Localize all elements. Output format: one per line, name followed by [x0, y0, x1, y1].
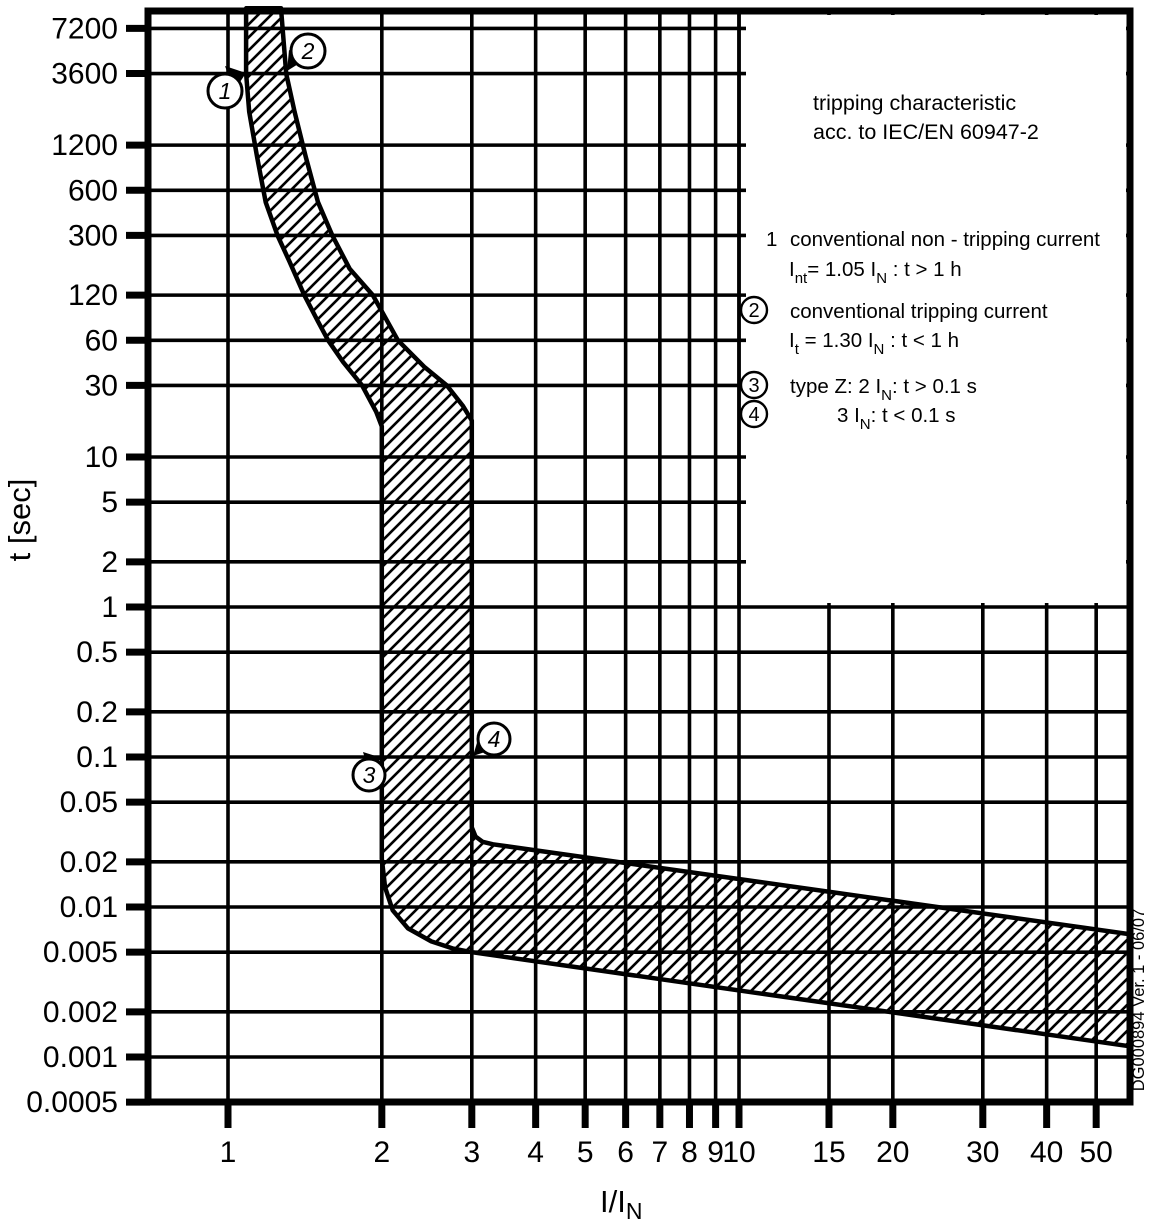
y-axis-title: t [sec]: [2, 478, 37, 562]
legend-number: 1: [766, 228, 778, 251]
x-tick-label: 50: [1079, 1136, 1113, 1169]
y-tick-label: 0.005: [42, 936, 118, 970]
subscript: N: [873, 341, 885, 358]
y-tick-label: 300: [67, 219, 118, 253]
x-tick-label: 2: [373, 1136, 391, 1169]
y-tick-label: 0.5: [76, 636, 118, 670]
y-tick-label: 1: [101, 591, 118, 624]
legend-number: 3: [748, 375, 760, 397]
text-run: = 1.05 I: [807, 258, 877, 281]
y-tick-label: 0.0005: [26, 1086, 118, 1120]
y-tick-label: 120: [67, 279, 118, 313]
watermark-doc-number: DG000894 Ver. 1 - 06/07: [1130, 908, 1148, 1092]
y-tick-label: 0.001: [42, 1041, 118, 1074]
marker-label: 2: [301, 38, 315, 64]
x-tick-label: 20: [876, 1136, 910, 1169]
x-axis-title-main: I/I: [600, 1184, 626, 1219]
y-tick-label: 60: [84, 324, 118, 358]
subscript: N: [881, 387, 892, 404]
legend-text: [790, 300, 1048, 323]
y-tick-label: 600: [67, 174, 118, 208]
subscript: nt: [794, 270, 808, 287]
subscript: N: [876, 270, 888, 287]
text-run: : t > 0.1 s: [892, 375, 977, 398]
x-tick-label: 4: [527, 1136, 544, 1169]
x-tick-label: 9: [707, 1136, 724, 1169]
x-axis-title-subscript: N: [625, 1198, 643, 1224]
text-run: I: [789, 258, 795, 281]
legend-text: [790, 228, 1100, 251]
text-run: conventional non - tripping current: [790, 228, 1100, 251]
y-tick-label: 0.01: [59, 891, 118, 924]
y-tick-label: 3600: [51, 57, 118, 91]
y-tick-label: 30: [84, 369, 118, 403]
subscript: t: [794, 341, 799, 358]
x-tick-label: 30: [966, 1136, 1000, 1169]
y-tick-label: 7200: [51, 12, 118, 46]
x-tick-label: 3: [463, 1136, 481, 1169]
y-tick-label: 0.05: [59, 786, 118, 820]
y-tick-label: 0.002: [42, 995, 118, 1029]
x-tick-label: 15: [812, 1136, 846, 1169]
x-tick-label: 7: [651, 1136, 669, 1169]
marker-label: 4: [487, 726, 501, 752]
text-run: 3 I: [837, 404, 860, 427]
text-run: : t < 1 h: [884, 329, 960, 352]
legend-title-line2: acc. to IEC/EN 60947-2: [813, 120, 1039, 144]
legend-title-line1: tripping characteristic: [813, 91, 1017, 115]
marker-label: 3: [362, 762, 376, 788]
text-run: conventional tripping current: [790, 300, 1048, 323]
x-tick-label: 10: [722, 1136, 756, 1169]
x-tick-label: 8: [681, 1136, 698, 1169]
y-tick-label: 0.02: [59, 845, 118, 879]
subscript: N: [859, 416, 871, 433]
y-tick-label: 0.2: [76, 695, 118, 729]
text-run: = 1.30 I: [798, 329, 874, 352]
marker-label: 1: [218, 78, 232, 104]
x-tick-label: 6: [617, 1136, 634, 1169]
x-tick-label: 1: [219, 1136, 237, 1169]
y-tick-label: 10: [84, 441, 118, 474]
legend-number: 4: [748, 404, 760, 426]
y-tick-label: 2: [101, 545, 118, 579]
y-tick-label: 0.1: [76, 741, 118, 774]
text-run: I: [789, 329, 795, 352]
text-run: : t < 0.1 s: [870, 404, 956, 427]
text-run: : t > 1 h: [887, 258, 962, 281]
legend-number: 2: [748, 300, 760, 322]
x-tick-label: 40: [1029, 1136, 1064, 1169]
x-tick-label: 5: [576, 1136, 594, 1169]
y-tick-label: 5: [101, 486, 118, 520]
text-run: type Z: 2 I: [790, 375, 882, 398]
y-tick-label: 1200: [51, 129, 118, 163]
